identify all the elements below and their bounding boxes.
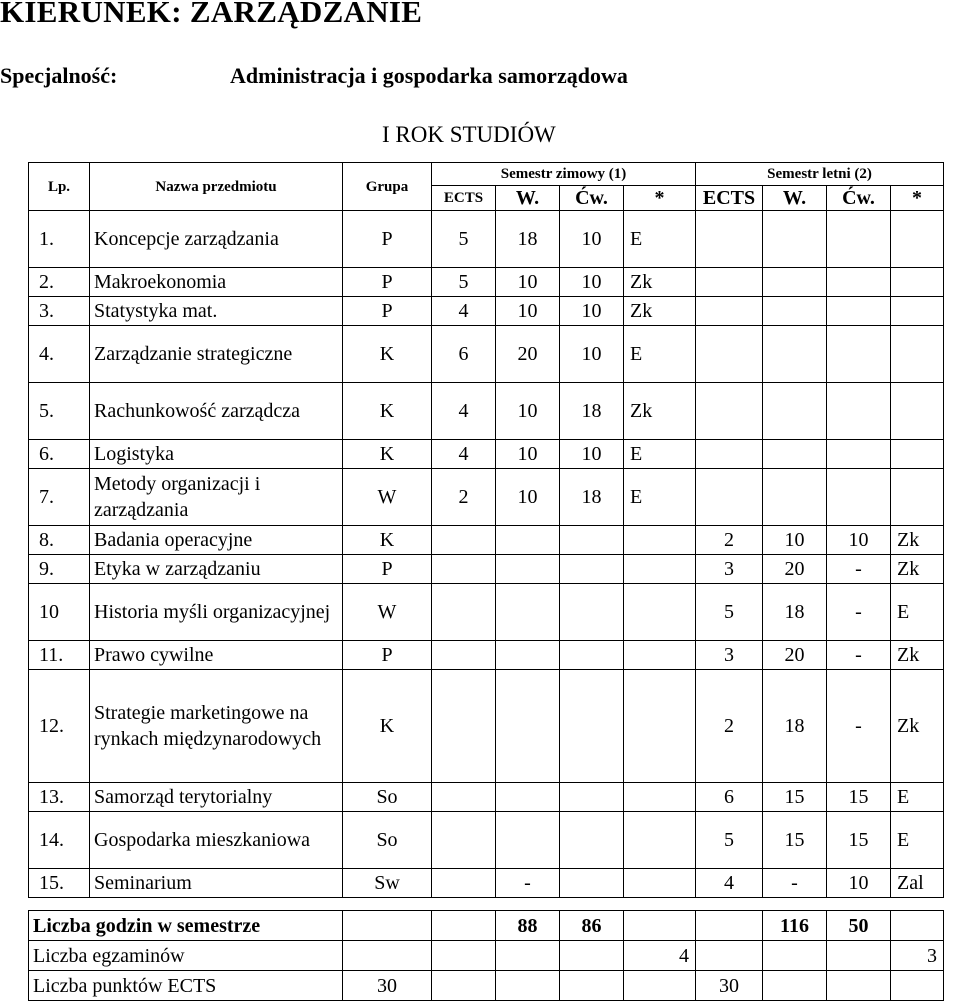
summary-cell [496, 941, 560, 971]
winter-assessment [624, 584, 696, 641]
winter-lecture-hours [496, 783, 560, 812]
table-row [29, 297, 944, 326]
summary-cell [696, 911, 763, 941]
summer-ects [696, 326, 763, 383]
summary-exams-winter: 4 [624, 941, 696, 971]
winter-ects: 4 [432, 383, 496, 440]
row-lp: 13. [29, 783, 90, 812]
row-lp: 11. [29, 641, 90, 670]
winter-assessment: Zk [624, 297, 696, 326]
subject-name: Strategie marketingowe na rynkach międzynarodowych [90, 670, 343, 783]
summer-exercise-hours: 10 [827, 869, 891, 898]
winter-exercise-hours: 10 [560, 297, 624, 326]
winter-exercise-hours [560, 869, 624, 898]
winter-assessment [624, 869, 696, 898]
header-summer-semester: Semestr letni (2) [696, 163, 944, 186]
table-row [29, 526, 944, 555]
winter-exercise-hours: 18 [560, 469, 624, 526]
summary-exams-summer: 3 [891, 941, 944, 971]
winter-assessment: Zk [624, 268, 696, 297]
summer-lecture-hours: - [763, 869, 827, 898]
subject-group: K [343, 383, 432, 440]
winter-lecture-hours [496, 670, 560, 783]
subject-name: Gospodarka mieszkaniowa [90, 812, 343, 869]
subject-group: K [343, 440, 432, 469]
summer-ects: 6 [696, 783, 763, 812]
summer-ects: 2 [696, 526, 763, 555]
table-row [29, 268, 944, 297]
summer-lecture-hours [763, 326, 827, 383]
summer-lecture-hours [763, 383, 827, 440]
subject-name: Statystyka mat. [90, 297, 343, 326]
winter-lecture-hours: 20 [496, 326, 560, 383]
winter-exercise-hours [560, 783, 624, 812]
winter-ects [432, 526, 496, 555]
winter-assessment: E [624, 440, 696, 469]
summer-assessment [891, 440, 944, 469]
summer-assessment [891, 383, 944, 440]
subject-group: P [343, 555, 432, 584]
summary-cell [624, 911, 696, 941]
summary-hours-winter-exercise: 86 [560, 911, 624, 941]
winter-exercise-hours: 10 [560, 326, 624, 383]
summary-cell [827, 941, 891, 971]
summer-lecture-hours: 20 [763, 555, 827, 584]
subject-name: Badania operacyjne [90, 526, 343, 555]
summer-assessment: Zk [891, 641, 944, 670]
winter-ects [432, 584, 496, 641]
summary-cell [891, 971, 944, 1001]
winter-lecture-hours: 10 [496, 440, 560, 469]
row-lp: 12. [29, 670, 90, 783]
winter-exercise-hours [560, 670, 624, 783]
row-lp: 15. [29, 869, 90, 898]
winter-assessment: E [624, 326, 696, 383]
winter-exercise-hours [560, 526, 624, 555]
header-summer-ects: ECTS [696, 186, 763, 211]
summary-cell [432, 911, 496, 941]
winter-exercise-hours: 10 [560, 440, 624, 469]
summer-assessment: E [891, 783, 944, 812]
summer-ects: 4 [696, 869, 763, 898]
summary-cell [496, 971, 560, 1001]
summer-exercise-hours [827, 297, 891, 326]
winter-ects [432, 812, 496, 869]
subject-group: So [343, 812, 432, 869]
subject-name: Rachunkowość zarządcza [90, 383, 343, 440]
subject-name: Historia myśli organizacyjnej [90, 584, 343, 641]
summer-assessment [891, 268, 944, 297]
table-row [29, 326, 944, 383]
summer-lecture-hours: 15 [763, 812, 827, 869]
summer-lecture-hours [763, 469, 827, 526]
winter-ects [432, 869, 496, 898]
summer-exercise-hours [827, 383, 891, 440]
summer-exercise-hours [827, 268, 891, 297]
summer-lecture-hours [763, 211, 827, 268]
summary-hours-summer-exercise: 50 [827, 911, 891, 941]
summer-ects [696, 268, 763, 297]
winter-lecture-hours: 10 [496, 383, 560, 440]
summer-ects: 2 [696, 670, 763, 783]
winter-lecture-hours [496, 526, 560, 555]
summer-ects: 5 [696, 584, 763, 641]
summary-cell [343, 911, 432, 941]
summary-ects-label: Liczba punktów ECTS [29, 971, 343, 1001]
subject-name: Logistyka [90, 440, 343, 469]
header-summer-lecture: W. [763, 186, 827, 211]
specialization-label: Specjalność: [0, 63, 118, 88]
winter-ects [432, 555, 496, 584]
summer-ects: 3 [696, 641, 763, 670]
row-lp: 10 [29, 584, 90, 641]
summer-assessment [891, 297, 944, 326]
summer-ects [696, 469, 763, 526]
winter-assessment: E [624, 469, 696, 526]
summer-exercise-hours [827, 211, 891, 268]
table-row [29, 670, 944, 783]
subject-group: P [343, 641, 432, 670]
table-row [29, 211, 944, 268]
winter-lecture-hours [496, 555, 560, 584]
row-lp: 1. [29, 211, 90, 268]
summer-exercise-hours: 15 [827, 812, 891, 869]
subject-name: Makroekonomia [90, 268, 343, 297]
curriculum-table [28, 162, 944, 898]
summary-cell [827, 971, 891, 1001]
header-lp: Lp. [29, 163, 90, 211]
winter-exercise-hours: 10 [560, 211, 624, 268]
header-winter-exercise: Ćw. [560, 186, 624, 211]
winter-ects [432, 641, 496, 670]
winter-ects: 5 [432, 268, 496, 297]
winter-lecture-hours: 10 [496, 268, 560, 297]
summary-cell [891, 911, 944, 941]
winter-assessment: Zk [624, 383, 696, 440]
header-summer-star: * [891, 186, 944, 211]
header-subject: Nazwa przedmiotu [90, 163, 343, 211]
winter-exercise-hours [560, 812, 624, 869]
summer-assessment: E [891, 584, 944, 641]
subject-group: K [343, 670, 432, 783]
page-title: KIERUNEK: ZARZĄDZANIE [0, 0, 423, 29]
winter-assessment: E [624, 211, 696, 268]
row-lp: 4. [29, 326, 90, 383]
winter-assessment [624, 670, 696, 783]
winter-lecture-hours [496, 584, 560, 641]
summary-ects-row [29, 971, 944, 1001]
table-row [29, 469, 944, 526]
row-lp: 8. [29, 526, 90, 555]
subject-group: W [343, 584, 432, 641]
summary-hours-summer-lecture: 116 [763, 911, 827, 941]
summer-assessment: E [891, 812, 944, 869]
summary-hours-row [29, 911, 944, 941]
summer-lecture-hours [763, 268, 827, 297]
winter-ects [432, 783, 496, 812]
table-row [29, 812, 944, 869]
summer-lecture-hours: 20 [763, 641, 827, 670]
summer-ects [696, 297, 763, 326]
row-lp: 9. [29, 555, 90, 584]
summer-exercise-hours [827, 326, 891, 383]
summer-exercise-hours: - [827, 670, 891, 783]
summary-cell [763, 971, 827, 1001]
subject-group: So [343, 783, 432, 812]
table-row [29, 555, 944, 584]
row-lp: 5. [29, 383, 90, 440]
winter-lecture-hours: 10 [496, 469, 560, 526]
subject-group: Sw [343, 869, 432, 898]
specialization-value: Administracja i gospodarka samorządowa [230, 63, 628, 88]
summer-lecture-hours: 18 [763, 584, 827, 641]
subject-name: Metody organizacji i zarządzania [90, 469, 343, 526]
summer-lecture-hours: 15 [763, 783, 827, 812]
winter-ects: 6 [432, 326, 496, 383]
winter-exercise-hours [560, 641, 624, 670]
summary-cell [432, 971, 496, 1001]
subject-name: Koncepcje zarządzania [90, 211, 343, 268]
subject-group: K [343, 326, 432, 383]
winter-exercise-hours [560, 555, 624, 584]
winter-ects: 2 [432, 469, 496, 526]
row-lp: 7. [29, 469, 90, 526]
subject-name: Prawo cywilne [90, 641, 343, 670]
winter-lecture-hours: 18 [496, 211, 560, 268]
subject-name: Samorząd terytorialny [90, 783, 343, 812]
summer-ects: 3 [696, 555, 763, 584]
summary-ects-winter: 30 [343, 971, 432, 1001]
subject-group: P [343, 268, 432, 297]
summer-exercise-hours: - [827, 641, 891, 670]
header-summer-exercise: Ćw. [827, 186, 891, 211]
summary-cell [560, 941, 624, 971]
row-lp: 6. [29, 440, 90, 469]
winter-lecture-hours [496, 641, 560, 670]
summer-ects [696, 383, 763, 440]
summer-assessment [891, 326, 944, 383]
summer-lecture-hours [763, 440, 827, 469]
summer-assessment: Zk [891, 526, 944, 555]
winter-lecture-hours [496, 812, 560, 869]
summer-exercise-hours: 10 [827, 526, 891, 555]
winter-ects: 5 [432, 211, 496, 268]
table-row [29, 869, 944, 898]
header-winter-semester: Semestr zimowy (1) [432, 163, 696, 186]
winter-lecture-hours: 10 [496, 297, 560, 326]
winter-assessment [624, 555, 696, 584]
summer-assessment [891, 469, 944, 526]
summer-exercise-hours: - [827, 555, 891, 584]
summer-lecture-hours: 10 [763, 526, 827, 555]
winter-ects: 4 [432, 440, 496, 469]
summary-cell [624, 971, 696, 1001]
summer-lecture-hours: 18 [763, 670, 827, 783]
winter-exercise-hours [560, 584, 624, 641]
subject-group: P [343, 211, 432, 268]
summary-hours-winter-lecture: 88 [496, 911, 560, 941]
row-lp: 2. [29, 268, 90, 297]
header-winter-ects: ECTS [432, 186, 496, 211]
header-winter-star: * [624, 186, 696, 211]
winter-exercise-hours: 10 [560, 268, 624, 297]
summer-lecture-hours [763, 297, 827, 326]
summary-exams-label: Liczba egzaminów [29, 941, 343, 971]
table-row [29, 584, 944, 641]
summer-assessment [891, 211, 944, 268]
summary-cell [696, 941, 763, 971]
subject-group: K [343, 526, 432, 555]
winter-assessment [624, 526, 696, 555]
summer-ects [696, 440, 763, 469]
winter-ects: 4 [432, 297, 496, 326]
summer-ects [696, 211, 763, 268]
row-lp: 14. [29, 812, 90, 869]
summer-assessment: Zk [891, 670, 944, 783]
summer-exercise-hours: - [827, 584, 891, 641]
summer-assessment: Zk [891, 555, 944, 584]
summer-exercise-hours [827, 469, 891, 526]
subject-name: Seminarium [90, 869, 343, 898]
row-lp: 3. [29, 297, 90, 326]
header-group: Grupa [343, 163, 432, 211]
summary-cell [763, 941, 827, 971]
table-row [29, 440, 944, 469]
summary-hours-label: Liczba godzin w semestrze [29, 911, 343, 941]
summary-cell [343, 941, 432, 971]
summary-ects-summer: 30 [696, 971, 763, 1001]
subject-name: Zarządzanie strategiczne [90, 326, 343, 383]
table-row [29, 783, 944, 812]
subject-name: Etyka w zarządzaniu [90, 555, 343, 584]
table-row [29, 383, 944, 440]
summer-exercise-hours [827, 440, 891, 469]
summary-table [28, 910, 944, 1001]
summary-cell [432, 941, 496, 971]
study-year-heading: I ROK STUDIÓW [382, 122, 556, 147]
summary-cell [560, 971, 624, 1001]
summer-exercise-hours: 15 [827, 783, 891, 812]
subject-group: P [343, 297, 432, 326]
winter-assessment [624, 812, 696, 869]
summer-ects: 5 [696, 812, 763, 869]
winter-exercise-hours: 18 [560, 383, 624, 440]
winter-lecture-hours: - [496, 869, 560, 898]
header-winter-lecture: W. [496, 186, 560, 211]
winter-assessment [624, 783, 696, 812]
summary-exams-row [29, 941, 944, 971]
winter-ects [432, 670, 496, 783]
summer-assessment: Zal [891, 869, 944, 898]
header-row-1 [29, 163, 944, 186]
table-row [29, 641, 944, 670]
subject-group: W [343, 469, 432, 526]
winter-assessment [624, 641, 696, 670]
